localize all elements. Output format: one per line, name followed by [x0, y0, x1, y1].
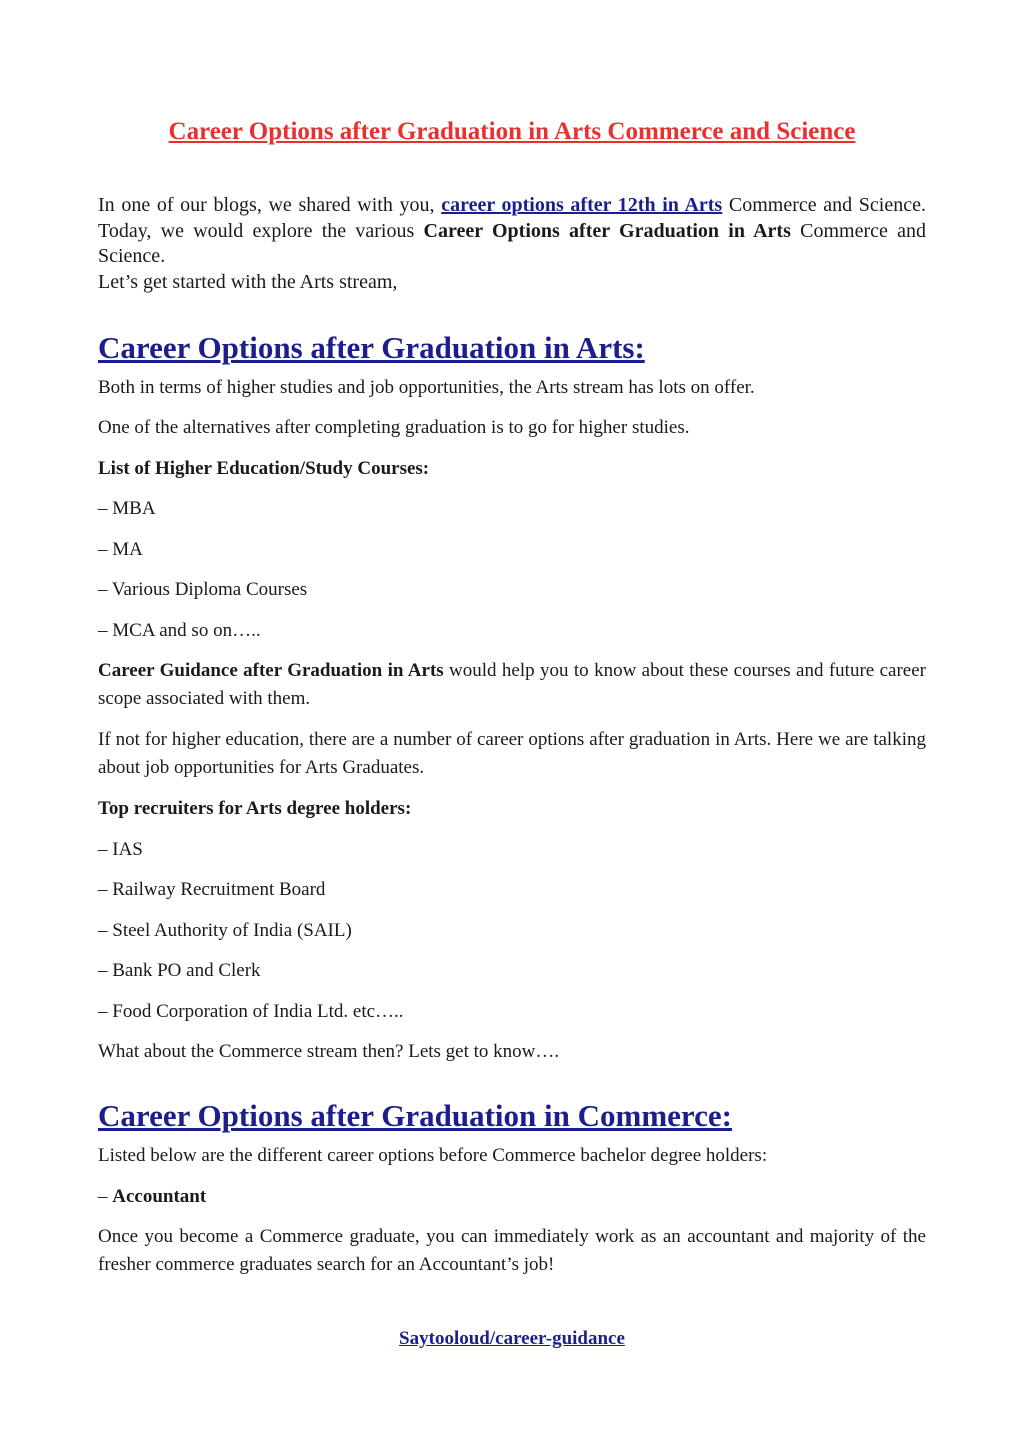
commerce-heading: Career Options after Graduation in Commerce:	[98, 1098, 732, 1133]
intro-text-3: Commerce and Science.	[98, 219, 927, 267]
intro-text-1: In one of our blogs, we shared with you,	[98, 194, 442, 216]
recruiters-heading: Top recruiters for Arts degree holders:	[98, 798, 412, 819]
intro-bold: Career Options after Graduation in Arts	[423, 219, 791, 242]
guidance-text: would help you to know about these courses and future career scope associated with them.	[98, 660, 926, 709]
intro-line-2: Let’s get started with the Arts stream,	[98, 270, 398, 293]
recruiter-item: – IAS	[98, 839, 143, 860]
recruiter-item: – Food Corporation of India Ltd. etc…..	[98, 1001, 404, 1022]
arts-paragraph-1: Both in terms of higher studies and job opportunities, the Arts stream has lots on offer.	[98, 377, 755, 398]
commerce-paragraph-2: Once you become a Commerce graduate, you can immediately work as an accountant and majority of the fresher commerce graduates search for an Accountant’s job!	[98, 1226, 926, 1275]
arts-paragraph-2: One of the alternatives after completing graduation is to go for higher studies.	[98, 417, 690, 438]
guidance-bold: Career Guidance after Graduation in Arts	[98, 660, 444, 681]
course-item: – Various Diploma Courses	[98, 579, 308, 600]
arts-paragraph-4: What about the Commerce stream then? Lets get to know….	[98, 1041, 560, 1062]
course-item: – MCA and so on…..	[98, 620, 261, 641]
recruiter-item: – Bank PO and Clerk	[98, 960, 261, 981]
recruiter-item: – Steel Authority of India (SAIL)	[98, 920, 352, 941]
courses-heading: List of Higher Education/Study Courses:	[98, 458, 430, 479]
accountant-label: Accountant	[112, 1186, 207, 1207]
footer-link[interactable]: Saytooloud/career-guidance	[399, 1328, 625, 1349]
arts-paragraph-3: If not for higher education, there are a number of career options after graduation in Arts. Here we are talking about job opportunities for Arts Graduates.	[98, 729, 926, 778]
intro-text-2: Commerce and Science. Today, we would explore the various	[98, 194, 926, 242]
course-item: – MBA	[98, 498, 156, 519]
page-title: Career Options after Graduation in Arts Commerce and Science	[168, 118, 856, 145]
course-item: – MA	[98, 539, 143, 560]
accountant-item	[98, 1183, 926, 1211]
arts-heading: Career Options after Graduation in Arts:	[98, 330, 645, 365]
career-options-12th-link[interactable]: career options after 12th in Arts	[441, 194, 723, 216]
guidance-paragraph	[98, 657, 926, 713]
accountant-dash: –	[98, 1186, 113, 1207]
intro-paragraph	[98, 193, 926, 295]
commerce-paragraph-1: Listed below are the different career options before Commerce bachelor degree holders:	[98, 1145, 768, 1166]
recruiter-item: – Railway Recruitment Board	[98, 879, 326, 900]
